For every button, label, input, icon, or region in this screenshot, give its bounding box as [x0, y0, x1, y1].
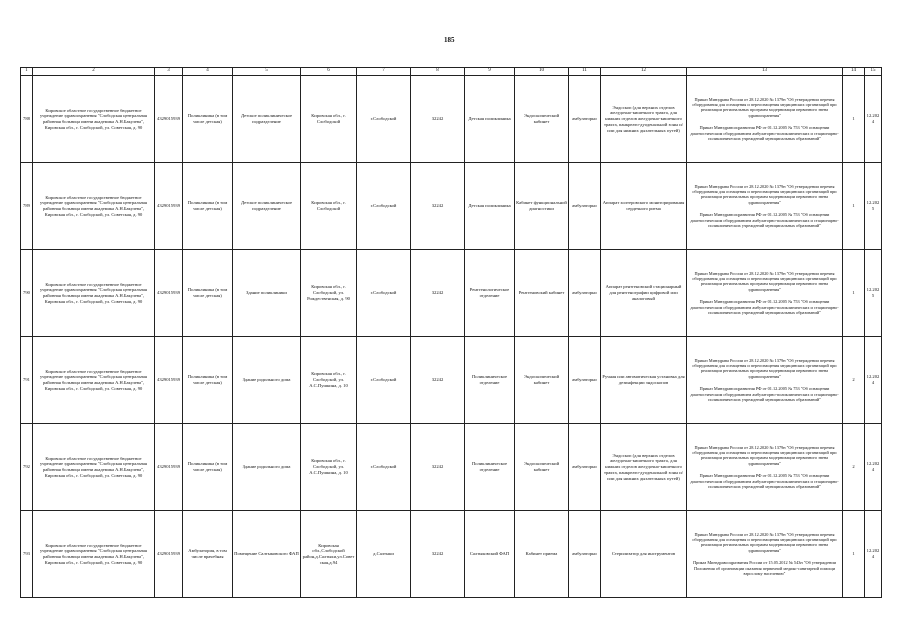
column-header-1: 1 — [21, 68, 33, 76]
column-header-6: 6 — [301, 68, 357, 76]
table-row — [21, 424, 882, 511]
room-cell: Эндоскопический кабинет — [515, 337, 569, 424]
column-header-15: 15 — [865, 68, 882, 76]
column-header-14: 14 — [843, 68, 865, 76]
department-cell: Салтыковский ФАП — [465, 511, 515, 598]
department-cell: Поликлиническое отделение — [465, 337, 515, 424]
table-row — [21, 76, 882, 163]
regulation-line-primary: Приказ Минздрава России от 28.12.2020 № 1379н "Об утверждении перечня оборудования для оснащения и переоснащения медицинских организаций при реализации региональных программ модернизации первичного звена здравоохранения" — [692, 357, 837, 379]
room-cell: Эндоскопический кабинет — [515, 76, 569, 163]
facility-type-cell: Поликлиника (в том числе детская) — [183, 76, 233, 163]
date-cell: 12.2025 — [865, 163, 882, 250]
unit-cell: Здание родильного дома — [233, 424, 301, 511]
regulation-cell — [687, 163, 843, 250]
column-header-7: 7 — [357, 68, 411, 76]
unit-cell: Здание поликлиники — [233, 250, 301, 337]
oktmo-cell: 32242 — [411, 511, 465, 598]
care-condition-cell: амбулаторно — [569, 76, 601, 163]
regulation-cell — [687, 337, 843, 424]
unit-cell: Детское поликлиническое подразделение — [233, 76, 301, 163]
regulation-line-primary: Приказ Минздрава России от 28.12.2020 № 1379н "Об утверждении перечня оборудования для оснащения и переоснащения медицинских организаций при реализации региональных программ модернизации первичного звена здравоохранения" — [692, 183, 837, 205]
equipment-cell: Аппарат холтеровского мониторирования сердечного ритма — [601, 163, 687, 250]
inn-cell: 4329015939 — [155, 337, 183, 424]
page-number: 185 — [444, 36, 455, 44]
address-cell: Кировская обл., г. Слободской, ул. Рождественская, д. 90 — [301, 250, 357, 337]
regulation-line-secondary: Приказ Минздравсоцразвития России от 15.05.2012 № 543н "Об утверждении Положения об организации оказания первичной медико-санитарной помощи взрослому населению" — [693, 560, 836, 577]
regulation-line-primary: Приказ Минздрава России от 28.12.2020 № 1379н "Об утверждении перечня оборудования для оснащения и переоснащения медицинских организаций при реализации региональных программ модернизации первичного звена здравоохранения" — [692, 444, 837, 466]
regulation-line-secondary: Приказ Минздравсоцразвития РФ от 01.12.2005 № 753 "Об оснащении диагностическим оборудованием амбулаторно-поликлинических и стационарно-поликлинических учреждений муниципальных образований" — [690, 473, 839, 490]
facility-type-cell: Поликлиника (в том числе детская) — [183, 337, 233, 424]
address-cell: Кировская обл., г. Слободской — [301, 163, 357, 250]
regulation-line-primary: Приказ Минздрава России от 28.12.2020 № 1379н "Об утверждении перечня оборудования для оснащения и переоснащения медицинских организаций при реализации региональных программ модернизации первичного звена здравоохранения" — [692, 96, 837, 118]
department-cell: Детская поликлиника — [465, 163, 515, 250]
quantity-cell: 2 — [843, 337, 865, 424]
inn-cell: 4329015939 — [155, 250, 183, 337]
equipment-cell: Аппарат рентгеновский стационарный для рентгенографии цифровой или аналоговый — [601, 250, 687, 337]
column-header-10: 10 — [515, 68, 569, 76]
table-row — [21, 250, 882, 337]
oktmo-cell: 32242 — [411, 76, 465, 163]
regulation-line-secondary: Приказ Минздравсоцразвития РФ от 01.12.2005 № 753 "Об оснащении диагностическим оборудованием амбулаторно-поликлинических и стационарно-поликлинических учреждений муниципальных образований" — [690, 125, 839, 142]
equipment-cell: Стерилизатор для инструментов — [601, 511, 687, 598]
regulation-line-primary: Приказ Минздрава России от 28.12.2020 № 1379н "Об утверждении перечня оборудования для оснащения и переоснащения медицинских организаций при реализации региональных программ модернизации первичного звена здравоохранения" — [692, 270, 837, 292]
row-number: 792 — [21, 424, 33, 511]
address-cell: Кировская обл., г. Слободской, ул. А.С.Пушкина, д. 10 — [301, 424, 357, 511]
locality-cell: г.Слободской — [357, 163, 411, 250]
column-header-3: 3 — [155, 68, 183, 76]
regulation-line-secondary: Приказ Минздравсоцразвития РФ от 01.12.2005 № 753 "Об оснащении диагностическим оборудованием амбулаторно-поликлинических и стационарно-поликлинических учреждений муниципальных образований" — [690, 212, 839, 229]
care-condition-cell: амбулаторно — [569, 424, 601, 511]
table-row — [21, 511, 882, 598]
care-condition-cell: амбулаторно — [569, 250, 601, 337]
header-row — [21, 68, 882, 76]
locality-cell: г.Слободской — [357, 76, 411, 163]
organization-cell: Кировское областное государственное бюджетное учреждение здравоохранения "Слободская центральная районная больница имени академика А.Н.Бакулева", Кировская обл., г. Слободской, ул. Советская, д. 90 — [33, 337, 155, 424]
organization-cell: Кировское областное государственное бюджетное учреждение здравоохранения "Слободская центральная районная больница имени академика А.Н.Бакулева", Кировская обл., г. Слободской, ул. Советская, д. 90 — [33, 163, 155, 250]
facility-type-cell: Поликлиника (в том числе детская) — [183, 163, 233, 250]
row-number: 791 — [21, 337, 33, 424]
facility-type-cell: Поликлиника (в том числе детская) — [183, 250, 233, 337]
column-header-13: 13 — [687, 68, 843, 76]
regulation-line-secondary: Приказ Минздравсоцразвития РФ от 01.12.2005 № 753 "Об оснащении диагностическим оборудованием амбулаторно-поликлинических и стационарно-поликлинических учреждений муниципальных образований" — [690, 299, 839, 316]
quantity-cell: 1 — [843, 250, 865, 337]
oktmo-cell: 32242 — [411, 163, 465, 250]
inn-cell: 4329015939 — [155, 76, 183, 163]
facility-type-cell: Амбулатория, в том числе врачебная — [183, 511, 233, 598]
oktmo-cell: 32242 — [411, 337, 465, 424]
date-cell: 12.2024 — [865, 337, 882, 424]
organization-cell: Кировское областное государственное бюджетное учреждение здравоохранения "Слободская центральная районная больница имени академика А.Н.Бакулева", Кировская обл., г. Слободской, ул. Советская, д. 90 — [33, 76, 155, 163]
date-cell: 12.2024 — [865, 424, 882, 511]
column-header-4: 4 — [183, 68, 233, 76]
table-row — [21, 337, 882, 424]
address-cell: Кировская обл., г. Слободской — [301, 76, 357, 163]
inn-cell: 4329015939 — [155, 163, 183, 250]
unit-cell: Здание родильного дома — [233, 337, 301, 424]
locality-cell: г.Слободской — [357, 337, 411, 424]
regulation-line-primary: Приказ Минздрава России от 28.12.2020 № 1379н "Об утверждении перечня оборудования для оснащения и переоснащения медицинских организаций при реализации региональных программ модернизации первичного звена здравоохранения" — [692, 531, 837, 553]
regulation-cell — [687, 511, 843, 598]
department-cell: Детская поликлиника — [465, 76, 515, 163]
date-cell: 12.2025 — [865, 250, 882, 337]
care-condition-cell: амбулаторно — [569, 163, 601, 250]
address-cell: Кировская обл., г. Слободской, ул. А.С.Пушкина, д. 10 — [301, 337, 357, 424]
regulation-cell — [687, 424, 843, 511]
row-number: 789 — [21, 163, 33, 250]
equipment-table — [20, 67, 882, 598]
column-header-2: 2 — [33, 68, 155, 76]
room-cell: Эндоскопический кабинет — [515, 424, 569, 511]
regulation-cell — [687, 250, 843, 337]
equipment-cell: Эндоскоп (для верхних отделов желудочно-кишечного тракта, для нижних отделов желудочно-кишечного тракта, панкреато-дуоденальной зоны и/или для нижних дыхательных путей) — [601, 424, 687, 511]
inn-cell: 4329015939 — [155, 424, 183, 511]
organization-cell: Кировское областное государственное бюджетное учреждение здравоохранения "Слободская центральная районная больница имени академика А.Н.Бакулева", Кировская обл., г. Слободской, ул. Советская, д. 90 — [33, 511, 155, 598]
address-cell: Кировская обл.,Слободской район,д.Салтыки,ул.Советская,д.94 — [301, 511, 357, 598]
care-condition-cell: амбулаторно — [569, 337, 601, 424]
department-cell: Рентгенологическое отделение — [465, 250, 515, 337]
column-header-11: 11 — [569, 68, 601, 76]
room-cell: Кабинет функциональной диагностики — [515, 163, 569, 250]
regulation-cell — [687, 76, 843, 163]
column-header-8: 8 — [411, 68, 465, 76]
quantity-cell: 1 — [843, 511, 865, 598]
unit-cell: Детское поликлиническое подразделение — [233, 163, 301, 250]
row-number: 793 — [21, 511, 33, 598]
quantity-cell: 1 — [843, 76, 865, 163]
column-header-9: 9 — [465, 68, 515, 76]
regulation-line-secondary: Приказ Минздравсоцразвития РФ от 01.12.2005 № 753 "Об оснащении диагностическим оборудованием амбулаторно-поликлинических и стационарно-поликлинических учреждений муниципальных образований" — [690, 386, 839, 403]
organization-cell: Кировское областное государственное бюджетное учреждение здравоохранения "Слободская центральная районная больница имени академика А.Н.Бакулева", Кировская обл., г. Слободской, ул. Советская, д. 90 — [33, 250, 155, 337]
date-cell: 12.2024 — [865, 511, 882, 598]
quantity-cell: 2 — [843, 424, 865, 511]
row-number: 788 — [21, 76, 33, 163]
unit-cell: Помещение Салтыковского ФАП — [233, 511, 301, 598]
inn-cell: 4329015939 — [155, 511, 183, 598]
organization-cell: Кировское областное государственное бюджетное учреждение здравоохранения "Слободская центральная районная больница имени академика А.Н.Бакулева", Кировская обл., г. Слободской, ул. Советская, д. 90 — [33, 424, 155, 511]
care-condition-cell: амбулаторно — [569, 511, 601, 598]
locality-cell: г.Слободской — [357, 424, 411, 511]
column-header-5: 5 — [233, 68, 301, 76]
locality-cell: г.Слободской — [357, 250, 411, 337]
equipment-cell: Эндоскоп (для верхних отделов желудочно-кишечного тракта, для нижних отделов желудочно-кишечного тракта, панкреато-дуоденальной зоны и/или для нижних дыхательных путей) — [601, 76, 687, 163]
table-row — [21, 163, 882, 250]
oktmo-cell: 32242 — [411, 424, 465, 511]
department-cell: Поликлиническое отделение — [465, 424, 515, 511]
column-header-12: 12 — [601, 68, 687, 76]
row-number: 790 — [21, 250, 33, 337]
facility-type-cell: Поликлиника (в том числе детская) — [183, 424, 233, 511]
oktmo-cell: 32242 — [411, 250, 465, 337]
date-cell: 12.2024 — [865, 76, 882, 163]
room-cell: Рентгеновский кабинет — [515, 250, 569, 337]
locality-cell: д.Салтыки — [357, 511, 411, 598]
quantity-cell: 1 — [843, 163, 865, 250]
equipment-cell: Ручная или автоматическая установка для дезинфекции эндоскопов — [601, 337, 687, 424]
room-cell: Кабинет приема — [515, 511, 569, 598]
